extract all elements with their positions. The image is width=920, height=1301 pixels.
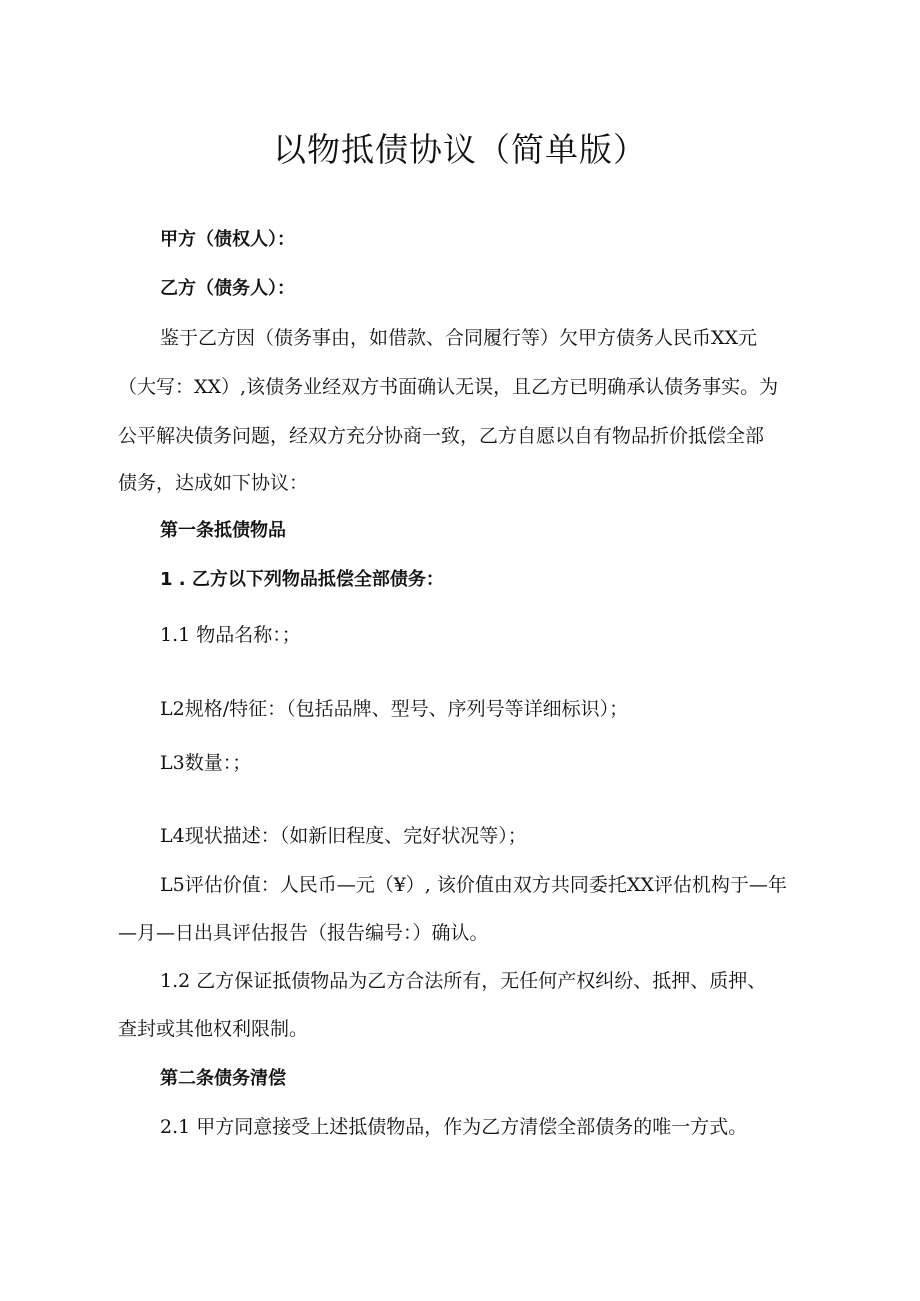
clause-1: 1 . 乙方以下列物品抵偿全部债务： — [160, 569, 444, 590]
clause-1-1: 1.1 物品名称：； — [160, 624, 301, 646]
preamble-line: 鉴于乙方因（债务事由，如借款、合同履行等）欠甲方债务人民币XX元 — [160, 327, 758, 349]
party-a-label: 甲方（债权人）： — [160, 229, 295, 250]
clause-l3: L3数量：； — [160, 752, 252, 774]
preamble-line: 公平解决债务问题，经双方充分协商一致，乙方自愿以自有物品折价抵偿全部 — [118, 425, 765, 447]
clause-l4: L4现状描述：（如新旧程度、完好状况等）； — [160, 825, 527, 847]
document-title: 以物抵债协议（简单版） — [273, 130, 647, 169]
clause-1-2-line: 1.2 乙方保证抵债物品为乙方合法所有，无任何产权纠纷、抵押、质押、 — [160, 970, 767, 992]
clause-l5-line: L5评估价值：人民币—元（¥）, 该价值由双方共同委托XX评估机构于—年 — [160, 874, 787, 896]
clause-1-2-line: 查封或其他权利限制。 — [118, 1018, 309, 1040]
clause-2-1: 2.1 甲方同意接受上述抵债物品，作为乙方清偿全部债务的唯一方式。 — [160, 1116, 748, 1138]
article-2-heading: 第二条债务清偿 — [160, 1068, 286, 1089]
clause-l5-line: —月—日出具评估报告（报告编号：）确认。 — [118, 922, 489, 944]
clause-l2: L2规格/特征：（包括品牌、型号、序列号等详细标识）； — [160, 698, 629, 720]
party-b-label: 乙方（债务人）： — [160, 278, 295, 299]
preamble-line: 债务，达成如下协议： — [118, 472, 309, 494]
article-1-heading: 第一条抵债物品 — [160, 520, 286, 541]
preamble-line: （大写：XX）,该债务业经双方书面确认无误，且乙方已明确承认债务事实。为 — [118, 376, 779, 398]
